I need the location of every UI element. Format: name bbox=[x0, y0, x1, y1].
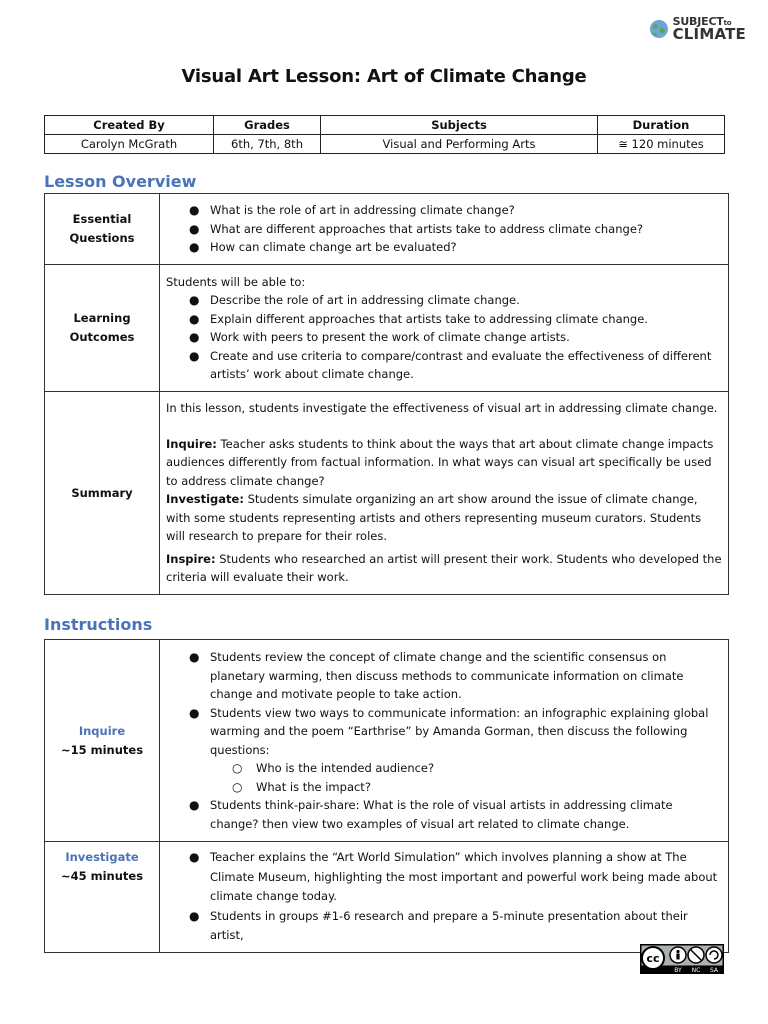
summary-row bbox=[45, 392, 729, 595]
essential-questions-body bbox=[160, 194, 729, 265]
svg-text:SA: SA bbox=[709, 967, 719, 974]
lesson-overview-heading: Lesson Overview bbox=[44, 172, 197, 191]
inquire-label: Inquire ~15 minutes bbox=[45, 640, 160, 842]
meta-header-created-by: Created By bbox=[45, 116, 214, 135]
learning-outcomes-label: Learning Outcomes bbox=[45, 265, 160, 392]
lesson-meta-table bbox=[44, 115, 725, 154]
learning-outcomes-row bbox=[45, 265, 729, 392]
list-item: ● How can climate change art be evaluated? bbox=[166, 238, 722, 257]
learning-outcomes-body bbox=[160, 265, 729, 392]
outcomes-intro: Students will be able to: bbox=[166, 274, 306, 289]
investigate-row bbox=[45, 842, 729, 953]
list-item: ● Students review the concept of climate change and the scientific consensus on planetary warming, then discuss methods to communicate information on climate change and motivate people to take action. bbox=[166, 648, 722, 704]
list-item: ● Describe the role of art in addressing climate change. bbox=[166, 291, 722, 310]
summary-inspire: Inspire: Students who researched an artist will present their work. Students who developed the criteria will evaluate their work. bbox=[166, 551, 722, 585]
svg-text:BY: BY bbox=[674, 967, 682, 974]
creative-commons-license-icon bbox=[640, 944, 724, 974]
instructions-table bbox=[44, 639, 729, 953]
svg-text:cc: cc bbox=[646, 952, 660, 965]
meta-subjects: Visual and Performing Arts bbox=[321, 135, 598, 154]
essential-questions-label: Essential Questions bbox=[45, 194, 160, 265]
instructions-heading: Instructions bbox=[44, 615, 153, 634]
sub-list-item: ○ What is the impact? bbox=[210, 778, 722, 797]
meta-created-by: Carolyn McGrath bbox=[45, 135, 214, 154]
meta-grades: 6th, 7th, 8th bbox=[214, 135, 321, 154]
list-item: ● Create and use criteria to compare/contrast and evaluate the effectiveness of different artists’ work about climate change. bbox=[166, 347, 722, 384]
list-item: ● Students in groups #1-6 research and prepare a 5-minute presentation about their artist, bbox=[166, 907, 722, 946]
logo-text: SUBJECTto CLIMATE bbox=[672, 15, 746, 43]
subject-to-climate-logo bbox=[649, 16, 746, 42]
meta-header-grades: Grades bbox=[214, 116, 321, 135]
list-item: ● What are different approaches that artists take to address climate change? bbox=[166, 220, 722, 239]
list-item: ● Explain different approaches that artists take to addressing climate change. bbox=[166, 310, 722, 329]
summary-investigate: Investigate: Students simulate organizing an art show around the issue of climate change, with some students representing artists and others representing museum curators. Students will research to prepare for their roles. bbox=[166, 492, 702, 544]
inquire-row bbox=[45, 640, 729, 842]
list-item: ● Students think-pair-share: What is the role of visual artists in addressing climate change? then view two examples of visual art related to climate change. bbox=[166, 796, 722, 833]
summary-body bbox=[160, 392, 729, 595]
list-item: ● What is the role of art in addressing climate change? bbox=[166, 201, 722, 220]
summary-label: Summary bbox=[45, 392, 160, 595]
page-title: Visual Art Lesson: Art of Climate Change bbox=[181, 66, 587, 87]
list-item: ● Students view two ways to communicate information: an infographic explaining global warming and the poem “Earthrise” by Amanda Gorman, then discuss the following questions: ○ Who is the intended audience? ○ What is the impact? bbox=[166, 704, 722, 797]
meta-duration: ≅ 120 minutes bbox=[598, 135, 725, 154]
summary-intro: In this lesson, students investigate the effectiveness of visual art in addressing climate change. bbox=[166, 401, 718, 416]
meta-header-subjects: Subjects bbox=[321, 116, 598, 135]
investigate-body bbox=[160, 842, 729, 953]
globe-icon bbox=[649, 19, 669, 39]
inquire-body bbox=[160, 640, 729, 842]
sub-list-item: ○ Who is the intended audience? bbox=[210, 759, 722, 778]
meta-header-duration: Duration bbox=[598, 116, 725, 135]
summary-inquire: Inquire: Teacher asks students to think about the ways that art about climate change impacts audiences differently from factual information. In what ways can visual art specifically be used to address climate change? bbox=[166, 436, 714, 488]
list-item: ● Teacher explains the “Art World Simulation” which involves planning a show at The Climate Museum, highlighting the most important and powerful work being made about climate change today. bbox=[166, 848, 722, 907]
lesson-overview-table bbox=[44, 193, 729, 595]
investigate-label: Investigate ~45 minutes bbox=[45, 842, 160, 953]
list-item: ● Work with peers to present the work of climate change artists. bbox=[166, 328, 722, 347]
svg-text:NC: NC bbox=[691, 967, 701, 974]
essential-questions-row bbox=[45, 194, 729, 265]
